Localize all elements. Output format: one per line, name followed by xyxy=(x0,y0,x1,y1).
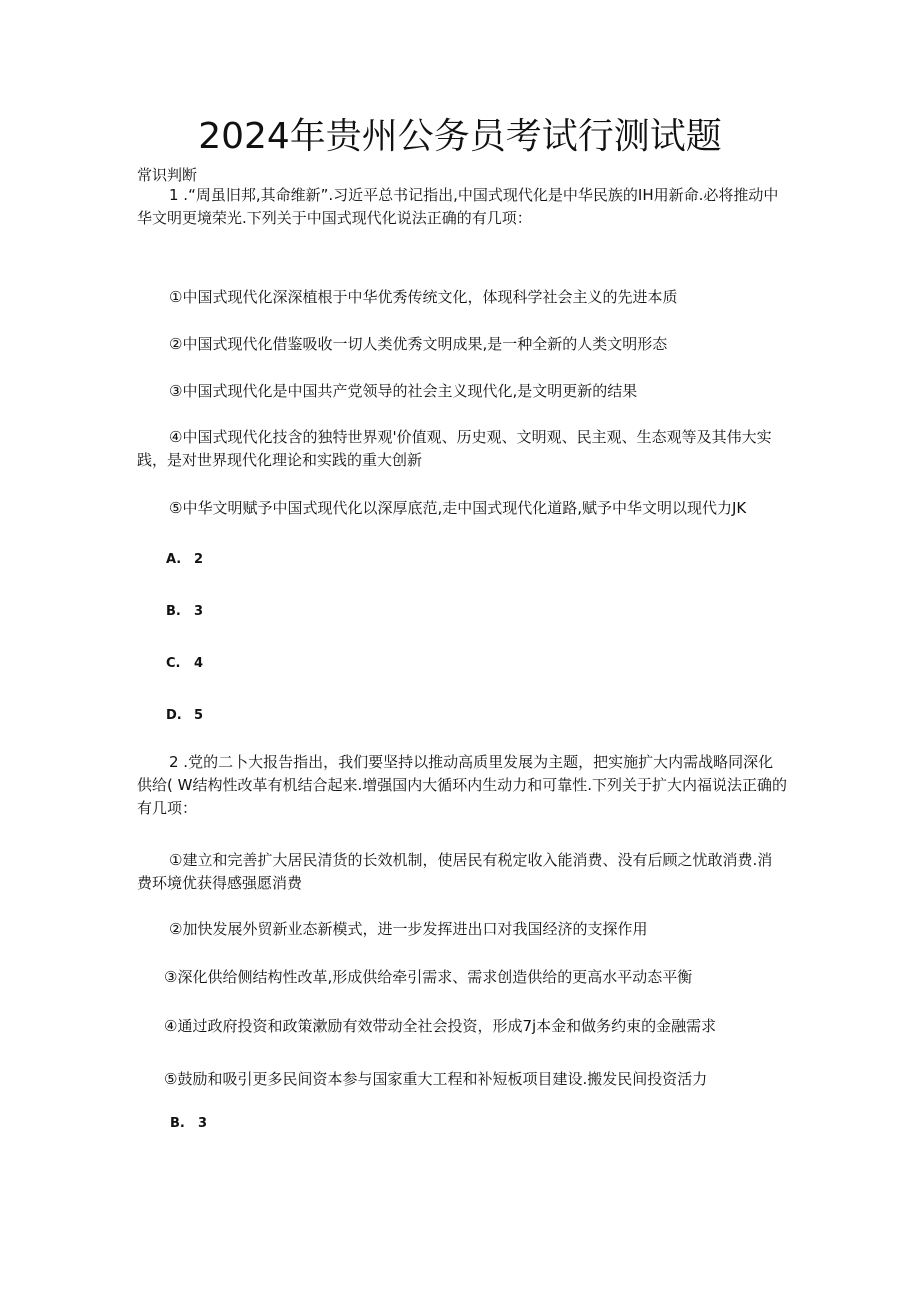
option-value: 2 xyxy=(194,552,204,567)
question-1-item-4: ④中国式现代化技含的独特世界观'价值观、历史观、文明观、民主观、生态观等及其伟大实践，是对世界现代化理论和实践的重大创新 xyxy=(137,428,772,469)
option-letter: C. xyxy=(166,656,181,671)
question-1-option-d[interactable] xyxy=(166,707,203,725)
question-1-option-b[interactable] xyxy=(166,603,203,621)
question-1-option-c[interactable] xyxy=(166,655,203,673)
option-value: 4 xyxy=(194,656,204,671)
question-2-stem: 2 .党的二卜大报告指出，我们要坚持以推动高质里发展为主题，把实施扩大内需战略同深化供给( W结构性改革有机结合起来.增强国内大循环内生动力和可靠性.下列关于扩大内福说法正确的有几项： xyxy=(137,753,787,817)
question-2-item-5: ⑤鼓励和吸引更多民间资本参与国家重大工程和补短板项目建设.搬发民间投资活力 xyxy=(164,1070,708,1088)
section-heading: 常识判断 xyxy=(137,166,198,184)
question-1-item-5: ⑤中华文明赋予中国式现代化以深厚底范,走中国式现代化道路,赋予中华文明以现代力JK xyxy=(169,499,747,517)
question-1-option-a[interactable] xyxy=(166,551,203,569)
option-value: 3 xyxy=(198,1116,208,1131)
question-1-stem: 1 .“周虽旧邦,其命维新”.习近平总书记指出,中国式现代化是中华民族的IH用新命.必将推动中华文明更境荣光.下列关于中国式现代化说法正确的有几项： xyxy=(137,186,779,227)
option-letter: B. xyxy=(170,1116,185,1131)
question-1-item-1: ①中国式现代化深深植根于中华优秀传统文化，体现科学社会主义的先进本质 xyxy=(169,288,678,306)
option-value: 5 xyxy=(194,708,204,723)
question-2-option-b[interactable] xyxy=(170,1115,207,1133)
document-title: 2024年贵州公务员考试行测试题 xyxy=(198,116,722,157)
option-value: 3 xyxy=(194,604,204,619)
option-letter: B. xyxy=(166,604,181,619)
question-2-item-4: ④通过政府投资和政策漱励有效带动全社会投资，形成7j本金和做务约束的金融需求 xyxy=(164,1017,717,1035)
question-1-item-2: ②中国式现代化借鉴吸收一切人类优秀文明成果,是一种全新的人类文明形态 xyxy=(169,335,668,353)
option-letter: A. xyxy=(166,552,182,567)
question-2-item-1: ①建立和完善扩大居民清货的长效机制，使居民有税定收入能消费、没有后顾之忧敢消费.消费环境优获得感强愿消费 xyxy=(137,851,773,892)
question-2-item-3: ③深化供给侧结构性改革,形成供给牵引需求、需求创造供给的更高水平动态平衡 xyxy=(164,968,693,986)
option-letter: D. xyxy=(166,708,182,723)
question-2-item-2: ②加快发展外贸新业态新模式，进一步发挥进出口对我国经济的支探作用 xyxy=(169,920,648,938)
question-1-item-3: ③中国式现代化是中国共产党领导的社会主义现代化,是文明更新的结果 xyxy=(169,382,638,400)
